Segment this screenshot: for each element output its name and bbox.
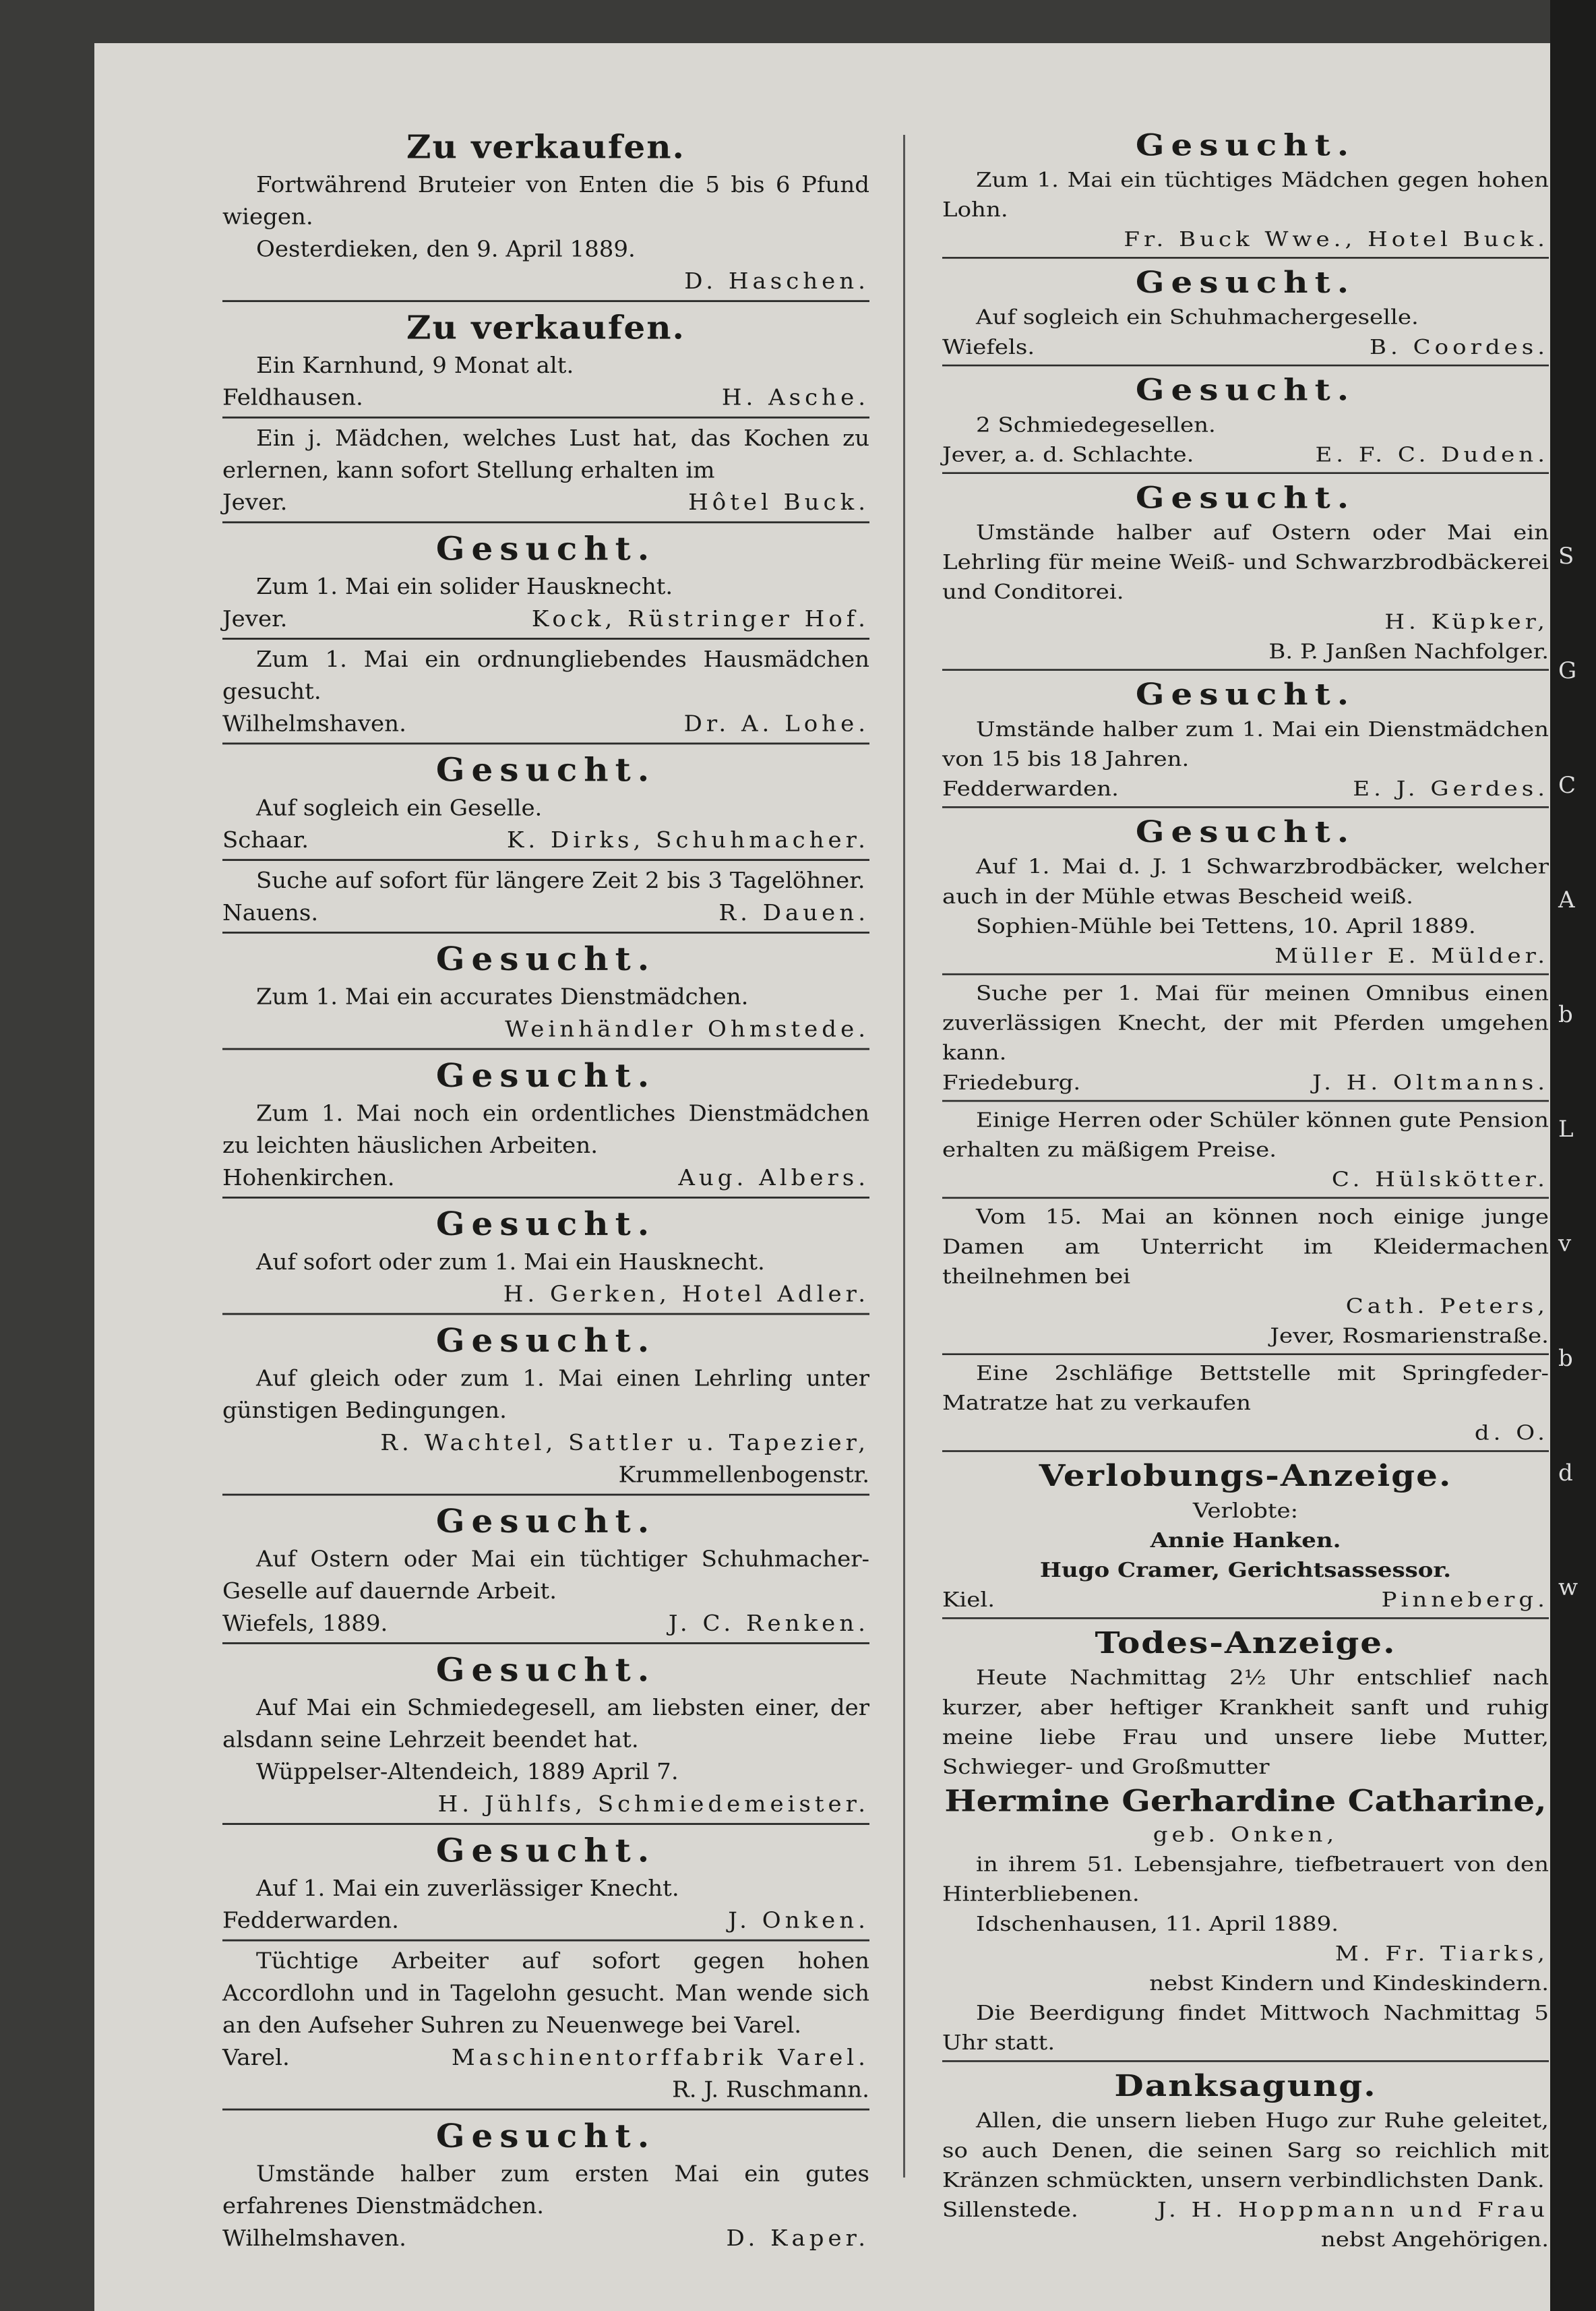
ad-place-signature [222, 382, 869, 414]
ad-signature: H. Gerken, Hotel Adler. [503, 1281, 869, 1308]
ad-signature: Kock, Rüstringer Hof. [531, 606, 869, 632]
ad-heading: Gesucht. [435, 1650, 656, 1689]
ad-signature: Hôtel Buck. [688, 489, 869, 516]
advertisement [222, 1644, 869, 1825]
ad-text: Auf sogleich ein Geselle. [256, 795, 543, 821]
ad-text: Umstände halber zum 1. Mai ein Dienstmädchen von 15 bis 18 Jahren. [942, 717, 1549, 771]
ad-place: Nauens. [222, 900, 319, 926]
ad-text: Zum 1. Mai noch ein ordentliches Dienstmädchen zu leichten häuslichen Arbeiten. [222, 1100, 869, 1159]
advertisement [942, 366, 1549, 474]
advertisement [222, 523, 869, 640]
ad-signature: E. J. Gerdes. [1353, 777, 1549, 802]
ad-signature-line2: B. P. Janßen Nachfolger. [1268, 640, 1549, 664]
ad-heading: Zu verkaufen. [406, 308, 685, 347]
edge-letter: L [1558, 1116, 1574, 1143]
ad-place-signature [222, 897, 869, 929]
ad-place: Wilhelmshaven. [222, 2225, 406, 2252]
advertisement [942, 1199, 1549, 1355]
ad-signature: H. Küpker, [1384, 609, 1549, 634]
ad-text: Auf 1. Mai ein zuverlässiger Knecht. [256, 1875, 679, 1902]
ad-text: Auf sofort oder zum 1. Mai ein Hausknecht. [256, 1249, 765, 1275]
ad-text: Suche per 1. Mai für meinen Omnibus einen zuverlässigen Knecht, der mit Pferden umgehen kann. [942, 982, 1549, 1065]
ad-signature: J. H. Hoppmann und Frau [1157, 2198, 1549, 2222]
ad-note: Die Beerdigung findet Mittwoch Nachmittag 5 Uhr statt. [942, 2001, 1549, 2055]
left-column [222, 121, 869, 2257]
advertisement [942, 975, 1549, 1102]
ad-signature: H. Asche. [721, 385, 869, 411]
ad-text: Idschenhausen, 11. April 1889. [976, 1912, 1339, 1936]
ad-signature: d. O. [1474, 1420, 1549, 1445]
ad-text: Tüchtige Arbeiter auf sofort gegen hohen Accordlohn und in Tagelohn gesucht. Man wende sich an den Aufseher Suhren zu Neuenwege bei Varel. [222, 1948, 869, 2039]
ad-signature: J. Onken. [728, 1908, 869, 1934]
edge-letter: G [1558, 657, 1577, 684]
advertisement [222, 861, 869, 934]
advertisement [942, 1102, 1549, 1199]
ad-heading: Gesucht. [1135, 479, 1356, 515]
ad-text: Sophien-Mühle bei Tettens, 10. April 1889. [976, 914, 1476, 938]
edge-letter: A [1558, 887, 1575, 913]
ad-signature-line2: nebst Kindern und Kindeskindern. [1149, 1971, 1549, 1995]
ad-heading: Verlobungs-Anzeige. [1039, 1458, 1452, 1493]
advertisement [942, 259, 1549, 367]
ad-signature: D. Haschen. [684, 268, 869, 295]
ad-heading: Gesucht. [1135, 264, 1356, 300]
advertisement [942, 808, 1549, 976]
ad-text: Allen, die unsern lieben Hugo zur Ruhe geleitet, so auch Denen, die seinen Sarg so reichlich mit Kränzen schmückten, unsern verbindlichsten Dank. [942, 2109, 1549, 2192]
ad-signature-line2: Krummellenbogenstr. [618, 1462, 869, 1489]
ad-place-signature [222, 2222, 869, 2254]
ad-heading: Gesucht. [1135, 676, 1356, 712]
ad-heading: Gesucht. [435, 750, 656, 789]
advertisement [942, 1452, 1549, 1619]
ad-place: Wiefels, 1889. [222, 1611, 388, 1637]
edge-letter: v [1558, 1230, 1572, 1257]
ad-signature: Müller E. Mülder. [1275, 944, 1549, 968]
ad-signature: J. H. Oltmanns. [1312, 1071, 1549, 1095]
right-edge-fragments [1558, 121, 1592, 1604]
ad-name: Hugo Cramer, Gerichtsassessor. [1039, 1558, 1452, 1582]
ad-signature: R. Dauen. [718, 900, 869, 926]
ad-place: Feldhausen. [222, 385, 363, 411]
advertisement [222, 744, 869, 861]
deceased-born: geb. Onken, [1153, 1823, 1339, 1847]
ad-heading: Zu verkaufen. [406, 127, 685, 166]
ad-signature: K. Dirks, Schuhmacher. [507, 827, 869, 853]
ad-signature: Pinneberg. [1381, 1588, 1549, 1613]
ad-place: Wiefels. [942, 335, 1035, 359]
advertisement [942, 1619, 1549, 2062]
ad-place-signature [222, 1608, 869, 1640]
ad-heading: Gesucht. [435, 1502, 656, 1540]
ad-signature: D. Kaper. [726, 2225, 869, 2252]
ad-place: Sillenstede. [942, 2198, 1078, 2222]
ad-place: Friedeburg. [942, 1071, 1081, 1095]
ad-signature-line2: Jever, Rosmarienstraße. [1270, 1324, 1549, 1348]
ad-place-signature [942, 1068, 1549, 1098]
advertisement [942, 2062, 1549, 2257]
ad-signature: C. Hülskötter. [1331, 1168, 1549, 1192]
ad-place: Hohenkirchen. [222, 1165, 395, 1191]
advertisement [222, 419, 869, 523]
advertisement [222, 1199, 869, 1315]
ad-heading: Gesucht. [1135, 372, 1356, 408]
advertisement [942, 1355, 1549, 1452]
ad-text: in ihrem 51. Lebensjahre, tiefbetrauert von den Hinterbliebenen. [942, 1853, 1549, 1907]
advertisement [942, 474, 1549, 671]
ad-text: Vom 15. Mai an können noch einige junge Damen am Unterricht im Kleidermachen theilnehmen bei [942, 1205, 1549, 1289]
ad-text: Wüppelser-Altendeich, 1889 April 7. [256, 1759, 679, 1785]
ad-signature: Cath. Peters, [1345, 1294, 1549, 1319]
ad-text: Auf gleich oder zum 1. Mai einen Lehrling unter günstigen Bedingungen. [222, 1365, 869, 1424]
ad-text: Auf 1. Mai d. J. 1 Schwarzbrodbäcker, welcher auch in der Mühle etwas Bescheid weiß. [942, 855, 1549, 909]
ad-place: Kiel. [942, 1588, 995, 1613]
ad-place: Schaar. [222, 827, 309, 853]
advertisement [222, 2111, 869, 2257]
ad-place-signature [942, 440, 1549, 470]
column-divider [903, 135, 905, 2178]
ad-text: Zum 1. Mai ein accurates Dienstmädchen. [256, 984, 749, 1011]
edge-letter: b [1558, 1345, 1573, 1372]
ad-heading: Gesucht. [435, 1831, 656, 1869]
ad-text: Zum 1. Mai ein ordnungliebendes Hausmädchen gesucht. [222, 647, 869, 705]
ad-signature: H. Jühlfs, Schmiedemeister. [437, 1791, 869, 1818]
advertisement [222, 1315, 869, 1495]
advertisement [942, 121, 1549, 259]
advertisement [942, 671, 1549, 808]
ad-heading: Gesucht. [435, 1321, 656, 1360]
ad-text: Auf Ostern oder Mai ein tüchtiger Schuhmacher-Geselle auf dauernde Arbeit. [222, 1546, 869, 1604]
ad-text: Zum 1. Mai ein solider Hausknecht. [256, 574, 673, 600]
ad-place: Wilhelmshaven. [222, 711, 406, 737]
advertisement [222, 1825, 869, 1942]
ad-place-signature [222, 1162, 869, 1194]
deceased-name: Hermine Gerhardine Catharine, [944, 1783, 1547, 1819]
ad-place: Varel. [222, 2045, 290, 2071]
ad-place-signature [222, 1904, 869, 1937]
ad-signature: Aug. Albers. [678, 1165, 869, 1191]
ad-text: Umstände halber zum ersten Mai ein gutes erfahrenes Dienstmädchen. [222, 2161, 869, 2219]
ad-text: Fortwährend Bruteier von Enten die 5 bis 6 Pfund wiegen. [222, 172, 869, 231]
ad-signature-line2: R. J. Ruschmann. [672, 2076, 869, 2103]
advertisement [222, 640, 869, 744]
edge-letter: b [1558, 1001, 1573, 1028]
ad-place-signature [222, 708, 869, 740]
ad-signature: E. F. C. Duden. [1315, 443, 1549, 467]
ad-text: Auf sogleich ein Schuhmachergeselle. [976, 305, 1419, 330]
ad-place: Jever, a. d. Schlachte. [942, 443, 1194, 467]
ad-heading: Gesucht. [435, 1205, 656, 1243]
ad-signature: R. Wachtel, Sattler u. Tapezier, [380, 1430, 869, 1456]
edge-letter: C [1558, 772, 1576, 799]
ad-place: Jever. [222, 606, 288, 632]
ad-signature: Fr. Buck Wwe., Hotel Buck. [1124, 227, 1549, 252]
ad-heading: Gesucht. [435, 940, 656, 978]
advertisement [222, 1496, 869, 1644]
ad-place-signature [942, 332, 1549, 362]
ad-place-signature [222, 824, 869, 857]
right-column [942, 121, 1549, 2257]
ad-place-signature [222, 603, 869, 635]
advertisement [222, 934, 869, 1050]
ad-place: Fedderwarden. [222, 1908, 399, 1934]
ad-heading: Gesucht. [1135, 814, 1356, 849]
ad-place: Fedderwarden. [942, 777, 1119, 802]
ad-text: Oesterdieken, den 9. April 1889. [256, 236, 636, 262]
ad-text: Ein j. Mädchen, welches Lust hat, das Kochen zu erlernen, kann sofort Stellung erhalten im [222, 425, 869, 484]
ad-heading: Gesucht. [1135, 127, 1356, 162]
ad-text: 2 Schmiedegesellen. [976, 413, 1216, 438]
ad-place-signature [942, 1585, 1549, 1615]
edge-letter: w [1558, 1574, 1578, 1601]
ad-place-signature [942, 774, 1549, 804]
ad-text: Heute Nachmittag 2½ Uhr entschlief nach kurzer, aber heftiger Krankheit sanft und ruhig meine liebe Frau und unsere liebe Mutter, Schwieger- und Großmutter [942, 1666, 1549, 1779]
ad-signature: Weinhändler Ohmstede. [505, 1016, 869, 1043]
ad-signature: Maschinentorffabrik Varel. [451, 2045, 869, 2071]
ad-text: Eine 2schläfige Bettstelle mit Springfeder-Matratze hat zu verkaufen [942, 1361, 1549, 1416]
ad-place-signature [222, 487, 869, 519]
ad-signature-line2: nebst Angehörigen. [1320, 2227, 1549, 2252]
ad-signature: J. C. Renken. [668, 1611, 869, 1637]
ad-subheading: Verlobte: [1192, 1499, 1299, 1523]
ad-heading: Todes-Anzeige. [1095, 1625, 1396, 1660]
ad-text: Suche auf sofort für längere Zeit 2 bis 3 Tagelöhner. [256, 868, 865, 894]
edge-letter: S [1558, 543, 1574, 570]
ad-signature: M. Fr. Tiarks, [1334, 1942, 1549, 1966]
ad-heading: Danksagung. [1114, 2068, 1377, 2103]
advertisement [222, 302, 869, 419]
ad-text: Zum 1. Mai ein tüchtiges Mädchen gegen hohen Lohn. [942, 168, 1549, 222]
advertisement [222, 1050, 869, 1198]
ad-text: Umstände halber auf Ostern oder Mai ein Lehrling für meine Weiß- und Schwarzbrodbäckerei und Conditorei. [942, 520, 1549, 605]
ad-signature: Dr. A. Lohe. [683, 711, 869, 737]
ad-text: Auf Mai ein Schmiedegesell, am liebsten einer, der alsdann seine Lehrzeit beendet hat. [222, 1695, 869, 1753]
ad-text: Einige Herren oder Schüler können gute Pension erhalten zu mäßigem Preise. [942, 1108, 1549, 1162]
ad-heading: Gesucht. [435, 1056, 656, 1095]
edge-letter: d [1558, 1460, 1573, 1487]
ad-place: Jever. [222, 489, 288, 516]
ad-heading: Gesucht. [435, 529, 656, 568]
advertisement [222, 121, 869, 302]
ad-heading: Gesucht. [435, 2117, 656, 2155]
ad-place-signature [942, 2195, 1549, 2225]
ad-name: Annie Hanken. [1150, 1528, 1341, 1553]
ad-place-signature [222, 2041, 869, 2074]
ad-text: Ein Karnhund, 9 Monat alt. [256, 353, 574, 379]
advertisement [222, 1942, 869, 2111]
ad-signature: B. Coordes. [1370, 335, 1549, 359]
